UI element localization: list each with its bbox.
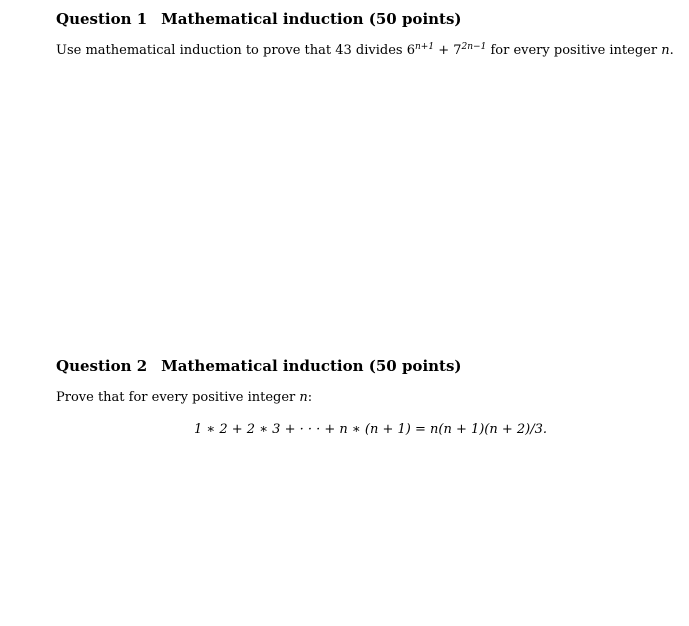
expr-exponent-2: 2n−1 (461, 42, 487, 52)
question-2-text: Prove that for every positive integer (56, 390, 300, 405)
question-2-statement (56, 389, 656, 407)
question-1-text-after: for every positive integer (486, 43, 662, 58)
expr-base-7: 7 (453, 43, 462, 58)
expr-plus: + (434, 43, 454, 58)
expr-base-6: 6 (406, 43, 415, 58)
question-1-text-before: Use mathematical induction to prove that 43 divides (56, 43, 407, 58)
question-2-number: Question 2 (56, 357, 148, 375)
question-1-statement (56, 42, 674, 60)
question-1-variable: n (661, 43, 670, 58)
question-1-period: . (669, 43, 674, 58)
question-2-heading (56, 356, 656, 376)
question-1 (56, 9, 674, 60)
question-1-number: Question 1 (56, 10, 148, 28)
question-2-equation: 1 ∗ 2 + 2 ∗ 3 + · · · + n ∗ (n + 1) = n(n + 1)(n + 2)/3. (194, 422, 548, 437)
question-1-title: Mathematical induction (50 points) (161, 10, 462, 28)
question-2-title: Mathematical induction (50 points) (161, 357, 462, 375)
question-1-heading (56, 9, 656, 29)
question-2-colon: : (307, 390, 313, 405)
expr-exponent-1: n+1 (415, 42, 435, 52)
question-2 (56, 356, 656, 437)
question-2-variable: n (299, 390, 308, 405)
question-1-expression (407, 43, 487, 58)
